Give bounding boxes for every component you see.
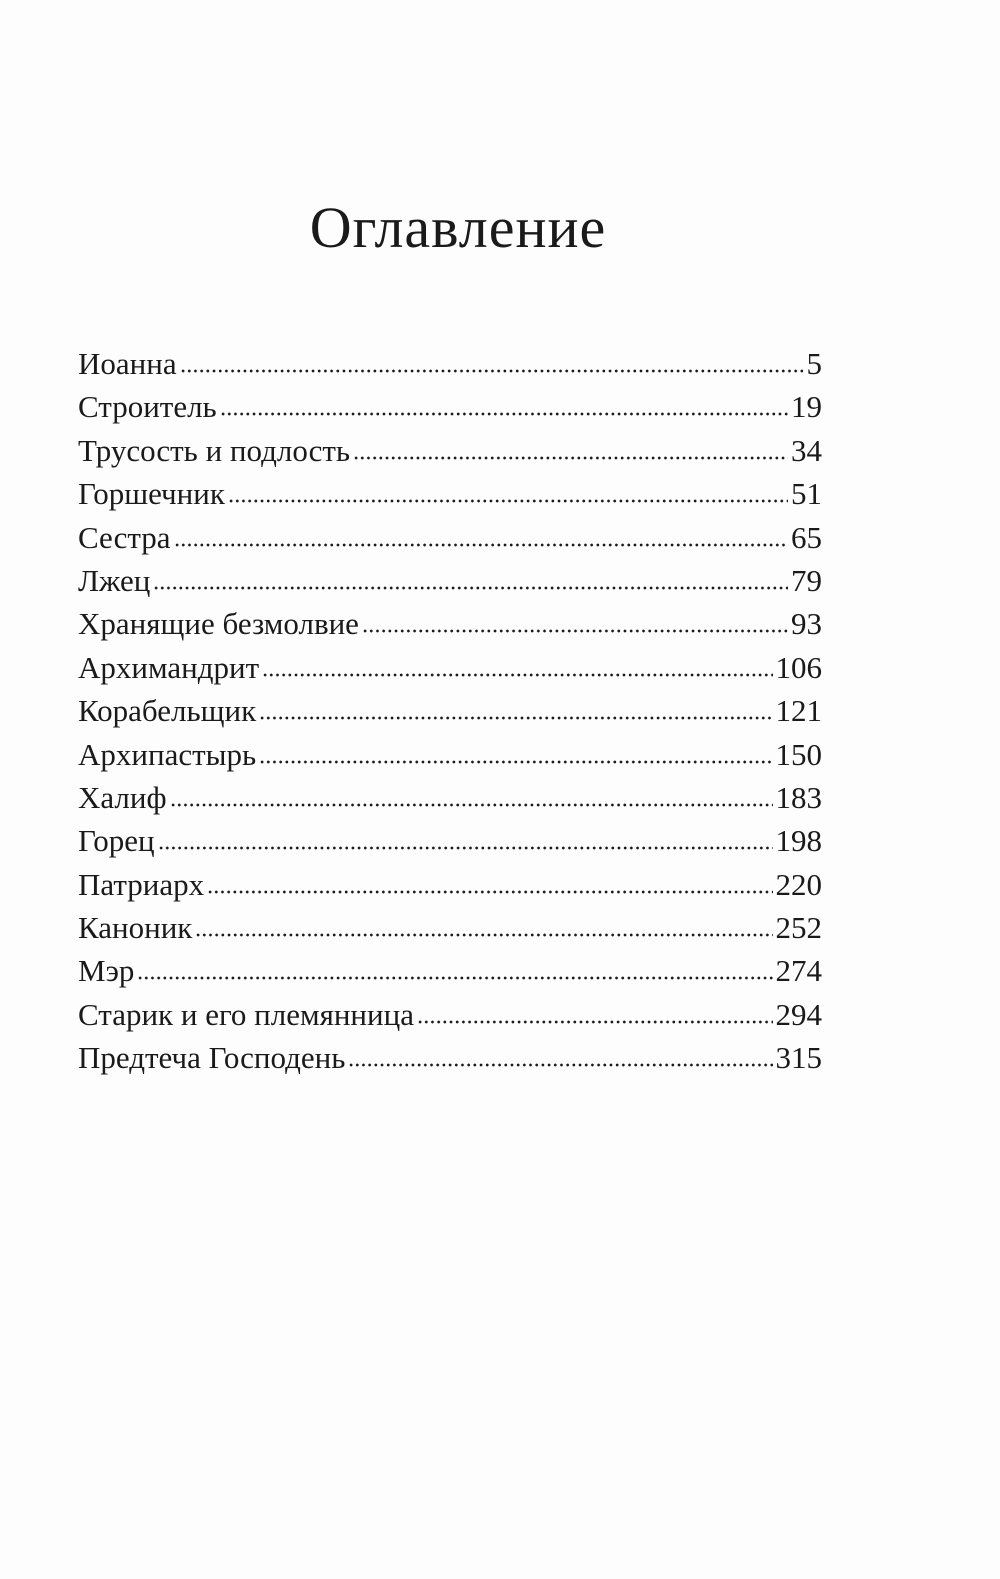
dot-leader <box>259 715 772 721</box>
toc-entry-page: 150 <box>775 736 822 772</box>
toc-entry[interactable] <box>78 776 822 819</box>
dot-leader <box>353 455 788 461</box>
toc-entry-title: Корабельщик <box>78 693 257 729</box>
toc-entry-title: Строитель <box>78 389 217 425</box>
toc-entry[interactable] <box>78 863 822 906</box>
dot-leader <box>180 368 804 374</box>
toc-entry-title: Архипастырь <box>78 736 257 772</box>
toc-entry-title: Иоанна <box>78 346 177 381</box>
toc-entry-page: 5 <box>806 346 822 381</box>
toc-entry[interactable] <box>78 689 822 732</box>
toc-entry[interactable] <box>78 385 822 428</box>
toc-entry-page: 106 <box>775 649 822 685</box>
toc-entry-title: Горшечник <box>78 476 225 512</box>
toc-entry-title: Трусость и подлость <box>78 432 351 468</box>
toc-entry-title: Патриарх <box>78 866 205 902</box>
toc-entry-page: 252 <box>775 910 822 946</box>
toc-entry[interactable] <box>78 906 822 949</box>
toc-entry[interactable] <box>78 993 822 1036</box>
dot-leader <box>262 672 772 678</box>
toc-entry-page: 294 <box>775 996 822 1032</box>
toc-entry-page: 19 <box>791 389 822 425</box>
toc-entry[interactable] <box>78 1036 822 1079</box>
dot-leader <box>158 845 773 851</box>
toc-entry-title: Предтеча Господень <box>78 1040 346 1076</box>
dot-leader <box>174 542 788 548</box>
dot-leader <box>137 975 772 981</box>
dot-leader <box>417 1019 773 1025</box>
toc-entry-page: 79 <box>791 562 822 598</box>
toc-entry-title: Каноник <box>78 910 193 946</box>
toc-entry[interactable] <box>78 819 822 862</box>
toc-entry[interactable] <box>78 602 822 645</box>
toc-entry-page: 65 <box>791 519 822 555</box>
toc-entry-title: Сестра <box>78 519 171 555</box>
dot-leader <box>170 802 773 808</box>
toc-entry-page: 198 <box>775 823 822 859</box>
toc-entry-page: 34 <box>791 432 822 468</box>
toc-entry-page: 183 <box>775 779 822 815</box>
toc-entry-title: Лжец <box>78 562 151 598</box>
toc-entry-page: 121 <box>775 693 822 729</box>
toc-entry[interactable] <box>78 342 822 385</box>
toc-entry-page: 93 <box>791 606 822 642</box>
toc-entry[interactable] <box>78 949 822 992</box>
toc-entry-page: 220 <box>775 866 822 902</box>
toc-entry[interactable] <box>78 472 822 515</box>
dot-leader <box>195 932 772 938</box>
dot-leader <box>259 759 772 765</box>
page-title: Оглавление <box>309 195 607 260</box>
dot-leader <box>348 1062 772 1068</box>
toc-entry-page: 274 <box>775 953 822 989</box>
dot-leader <box>220 411 788 417</box>
toc-entry[interactable] <box>78 733 822 776</box>
table-of-contents <box>78 342 822 1080</box>
toc-entry[interactable] <box>78 559 822 602</box>
dot-leader <box>207 889 772 895</box>
dot-leader <box>362 628 788 634</box>
toc-entry-title: Горец <box>78 823 155 859</box>
toc-entry-page: 315 <box>775 1040 822 1076</box>
toc-entry-page: 51 <box>791 476 822 512</box>
toc-entry-title: Старик и его племянница <box>78 996 414 1032</box>
dot-leader <box>228 498 788 504</box>
toc-entry[interactable] <box>78 516 822 559</box>
toc-entry-title: Мэр <box>78 953 135 989</box>
toc-entry-title: Хранящие безмолвие <box>78 606 359 642</box>
toc-entry-title: Халиф <box>78 779 167 815</box>
toc-entry-title: Архимандрит <box>78 649 260 685</box>
dot-leader <box>153 585 788 591</box>
toc-entry[interactable] <box>78 646 822 689</box>
toc-entry[interactable] <box>78 429 822 472</box>
